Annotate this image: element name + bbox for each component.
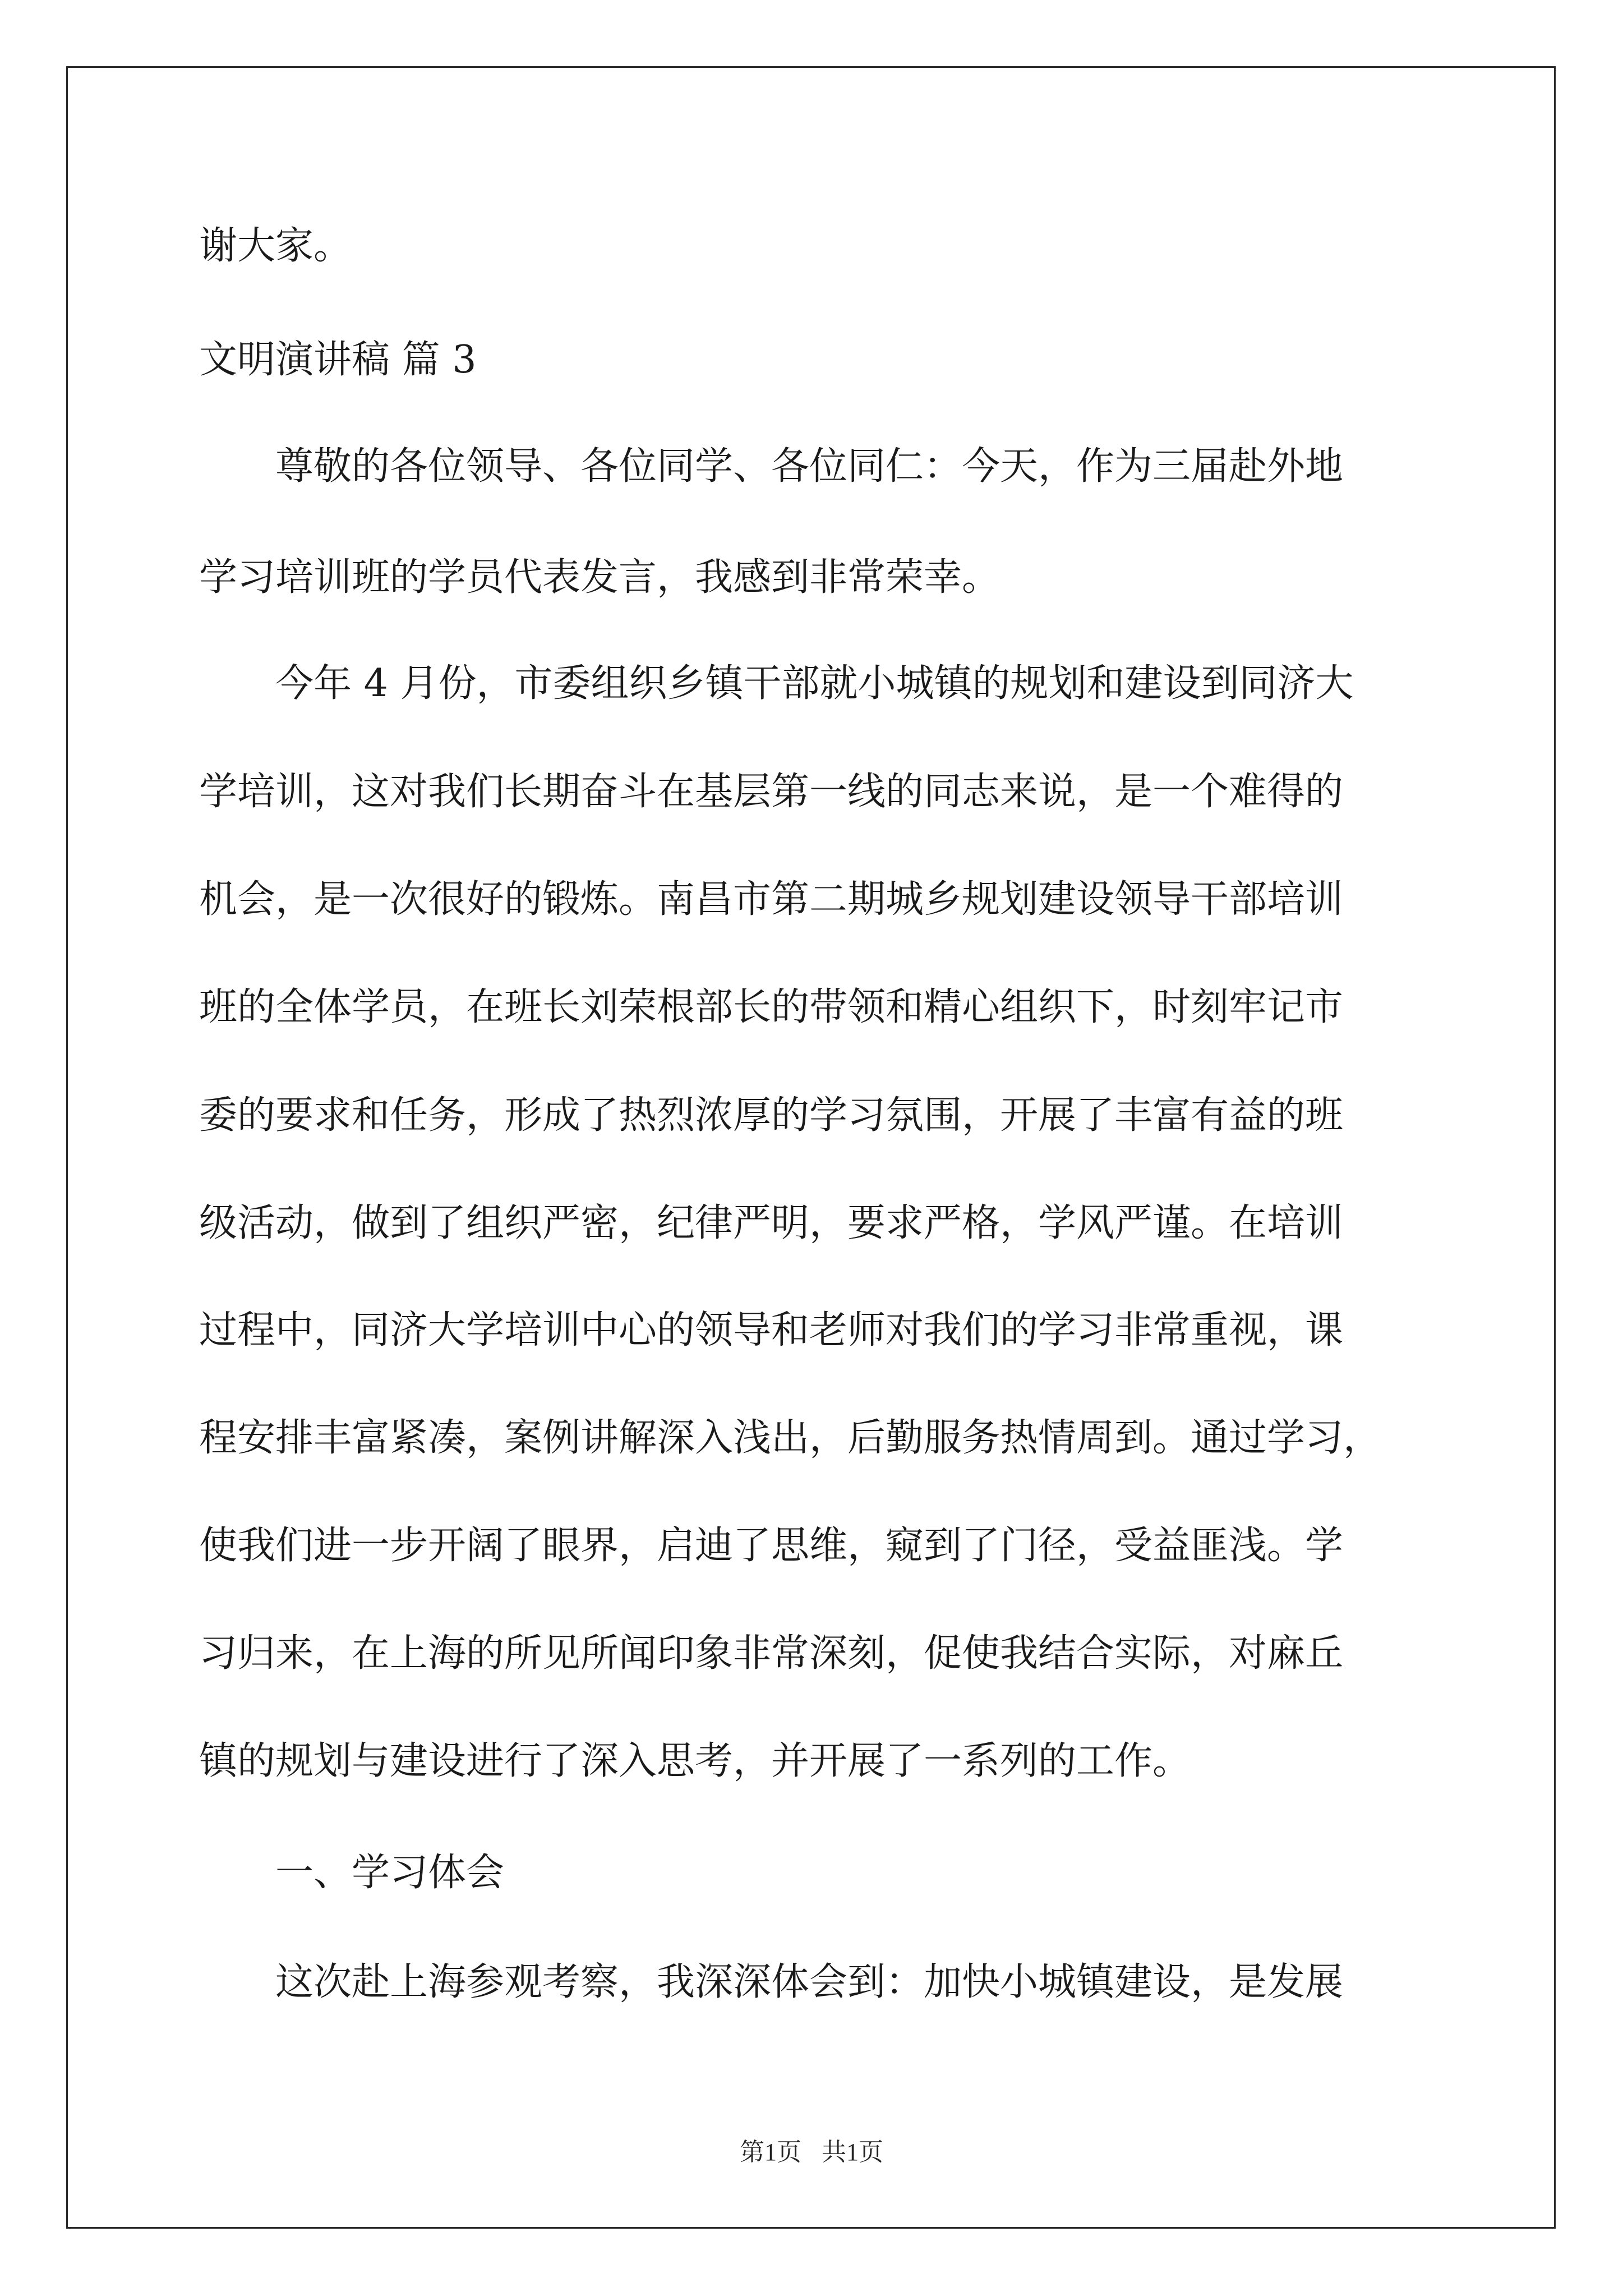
page-footer (0, 2132, 1623, 2168)
text-line: 学习培训班的学员代表发言，我感到非常荣幸。 (199, 555, 1000, 600)
text-line: 谢大家。 (199, 224, 352, 268)
page-total: 共1页 (822, 2138, 883, 2166)
text-line: 学培训，这对我们长期奋斗在基层第一线的同志来说，是一个难得的 (199, 770, 1344, 814)
text-line: 过程中，同济大学培训中心的领导和老师对我们的学习非常重视，课 (199, 1308, 1344, 1352)
text-line: 尊敬的各位领导、各位同学、各位同仁：今天，作为三届赴外地 (199, 444, 1344, 489)
text-line: 习归来，在上海的所见所闻印象非常深刻，促使我结合实际，对麻丘 (199, 1631, 1344, 1676)
text-line: 镇的规划与建设进行了深入思考，并开展了一系列的工作。 (199, 1739, 1191, 1783)
page-border (66, 66, 1556, 2229)
text-line: 班的全体学员，在班长刘荣根部长的带领和精心组织下，时刻牢记市 (199, 985, 1344, 1029)
text-line: 这次赴上海参观考察，我深深体会到：加快小城镇建设，是发展 (199, 1960, 1344, 2004)
text-line: 委的要求和任务，形成了热烈浓厚的学习氛围，开展了丰富有益的班 (199, 1093, 1344, 1138)
text-line: 使我们进一步开阔了眼界，启迪了思维，窥到了门径，受益匪浅。学 (199, 1524, 1344, 1568)
section-heading: 文明演讲稿 篇 3 (199, 338, 477, 382)
text-line: 今年 4 月份，市委组织乡镇干部就小城镇的规划和建设到同济大 (199, 661, 1354, 706)
page-number: 第1页 (740, 2138, 801, 2166)
text-line: 机会，是一次很好的锻炼。南昌市第二期城乡规划建设领导干部培训 (199, 877, 1344, 922)
text-line: 程安排丰富紧凑，案例讲解深入浅出，后勤服务热情周到。通过学习， (199, 1416, 1382, 1460)
text-line: 级活动，做到了组织严密，纪律严明，要求严格，学风严谨。在培训 (199, 1201, 1344, 1245)
subsection-heading: 一、学习体会 (199, 1851, 505, 1895)
